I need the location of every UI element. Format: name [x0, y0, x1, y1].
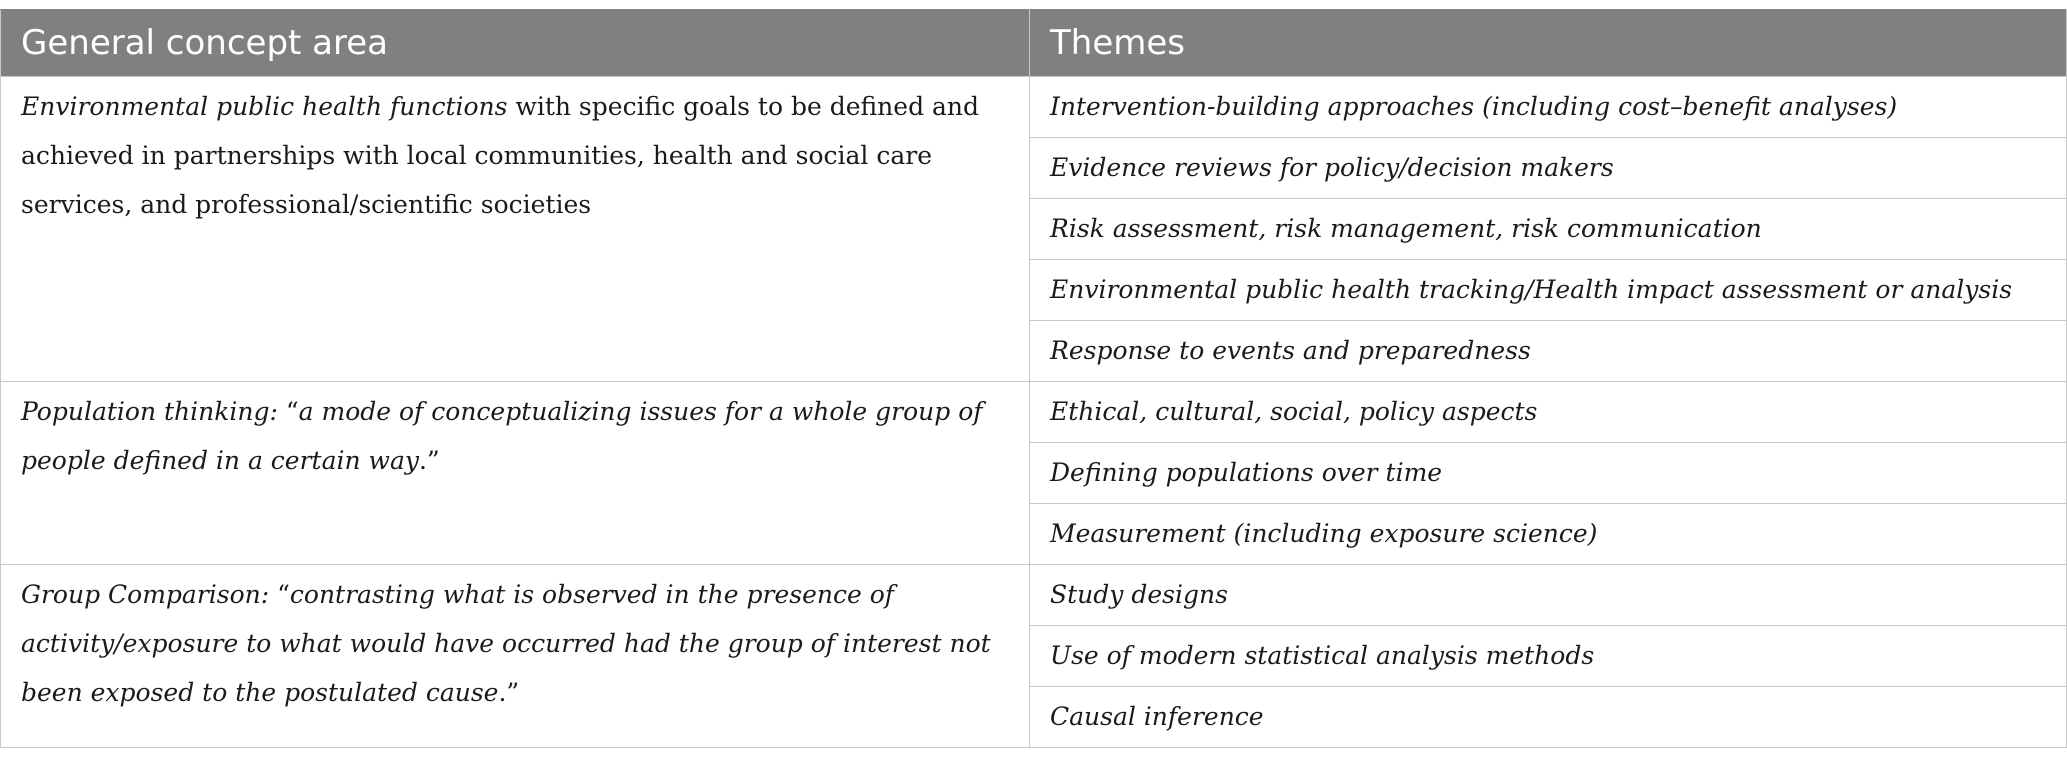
- theme-cell: Evidence reviews for policy/decision makers: [1030, 138, 2067, 199]
- table-row: [1, 77, 2067, 138]
- concept-themes-table: [0, 9, 2067, 748]
- concept-lead-text: Environmental public health functions: [21, 92, 508, 121]
- header-row: [1, 10, 2067, 77]
- theme-cell: Intervention-building approaches (including cost–benefit analyses): [1030, 77, 2067, 138]
- table-body: [1, 77, 2067, 748]
- concept-cell-group-comparison: [1, 565, 1030, 748]
- header-general-concept-area: General concept area: [1, 10, 1030, 77]
- concept-cell-environmental-public-health: [1, 77, 1030, 382]
- theme-cell: Response to events and preparedness: [1030, 321, 2067, 382]
- theme-cell: Use of modern statistical analysis methods: [1030, 626, 2067, 687]
- theme-cell: Causal inference: [1030, 687, 2067, 748]
- theme-cell: Environmental public health tracking/Health impact assessment or analysis: [1030, 260, 2067, 321]
- theme-cell: Ethical, cultural, social, policy aspects: [1030, 382, 2067, 443]
- quote-open-mark: “: [285, 397, 299, 426]
- concept-cell-population-thinking: [1, 382, 1030, 565]
- theme-cell: Defining populations over time: [1030, 443, 2067, 504]
- theme-cell: Measurement (including exposure science): [1030, 504, 2067, 565]
- concept-table-container: [0, 9, 2066, 748]
- concept-lead-text: Population thinking:: [21, 397, 286, 426]
- theme-cell: Study designs: [1030, 565, 2067, 626]
- table-header: [1, 10, 2067, 77]
- quote-close-mark: .”: [418, 446, 440, 475]
- concept-quote-text: a mode of conceptualizing issues for a whole group of people defined in a certain way: [21, 397, 983, 475]
- quote-close-mark: .”: [498, 678, 520, 707]
- concept-lead-text: Group Comparison:: [21, 580, 278, 609]
- table-row: [1, 565, 2067, 626]
- quote-open-mark: “: [277, 580, 290, 609]
- concept-quote-text: contrasting what is observed in the presence of activity/exposure to what would have occurred had the group of interest not been exposed to the postulated cause: [21, 580, 991, 707]
- header-themes: Themes: [1030, 10, 2067, 77]
- concept-description-text: with specific goals to be defined and achieved in partnerships with local communities, health and social care services, and professional/scientific societies: [21, 92, 980, 219]
- table-row: [1, 382, 2067, 443]
- theme-cell: Risk assessment, risk management, risk communication: [1030, 199, 2067, 260]
